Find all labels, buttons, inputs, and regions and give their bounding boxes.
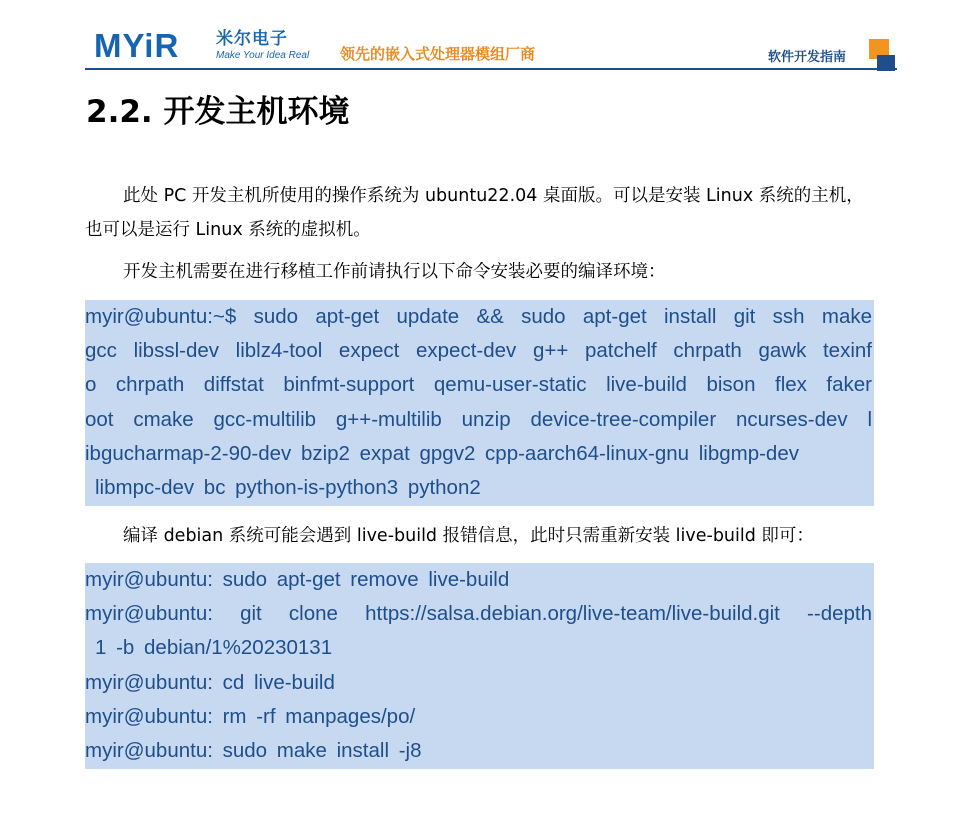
document-title: 软件开发指南 bbox=[768, 50, 847, 65]
header-divider bbox=[85, 68, 897, 70]
logo-tagline: Make Your Idea Real bbox=[216, 50, 310, 61]
code-line: myir@ubuntu: git clone https://salsa.debian.org/live-team/live-build.git --depth bbox=[85, 602, 872, 626]
code-block-install-deps bbox=[85, 300, 874, 506]
paragraph-os-intro: 此处 PC 开发主机所使用的操作系统为 ubuntu22.04 桌面版。可以是安装 Linux 系统的主机，也可以是运行 Linux 系统的虚拟机。 bbox=[85, 186, 864, 240]
code-line: 1 -b debian/1%20230131 bbox=[95, 636, 333, 660]
paragraph-install-env: 开发主机需要在进行移植工作前请执行以下命令安装必要的编译环境： bbox=[123, 262, 666, 282]
code-line: myir@ubuntu:~$ sudo apt-get update && sudo apt-get install git ssh make bbox=[85, 305, 872, 328]
code-line: ibgucharmap-2-90-dev bzip2 expat gpgv2 cpp-aarch64-linux-gnu libgmp-dev bbox=[85, 441, 799, 465]
code-line: myir@ubuntu: rm -rf manpages/po/ bbox=[85, 704, 416, 728]
section-title: 2.2. 开发主机环境 bbox=[86, 94, 350, 130]
header-slogan: 领先的嵌入式处理器模组厂商 bbox=[340, 45, 536, 63]
code-line: o chrpath diffstat binfmt-support qemu-user-static live-build bison flex faker bbox=[85, 373, 872, 397]
page-header bbox=[0, 0, 955, 80]
code-line: myir@ubuntu: sudo make install -j8 bbox=[85, 739, 422, 763]
code-block-reinstall-live-build bbox=[85, 563, 874, 769]
code-line: gcc libssl-dev liblz4-tool expect expect-dev g++ patchelf chrpath gawk texinf bbox=[85, 339, 872, 363]
paragraph-live-build-note: 编译 debian 系统可能会遇到 live-build 报错信息，此时只需重新安装 live-build 即可： bbox=[123, 526, 814, 546]
code-line: myir@ubuntu: cd live-build bbox=[85, 670, 335, 694]
logo-wordmark: MYiR bbox=[94, 27, 180, 64]
code-line: myir@ubuntu: sudo apt-get remove live-build bbox=[85, 568, 510, 591]
code-line: oot cmake gcc-multilib g++-multilib unzip device-tree-compiler ncurses-dev l bbox=[85, 407, 872, 431]
logo-chinese-name: 米尔电子 bbox=[216, 29, 288, 49]
code-line: libmpc-dev bc python-is-python3 python2 bbox=[95, 476, 481, 500]
